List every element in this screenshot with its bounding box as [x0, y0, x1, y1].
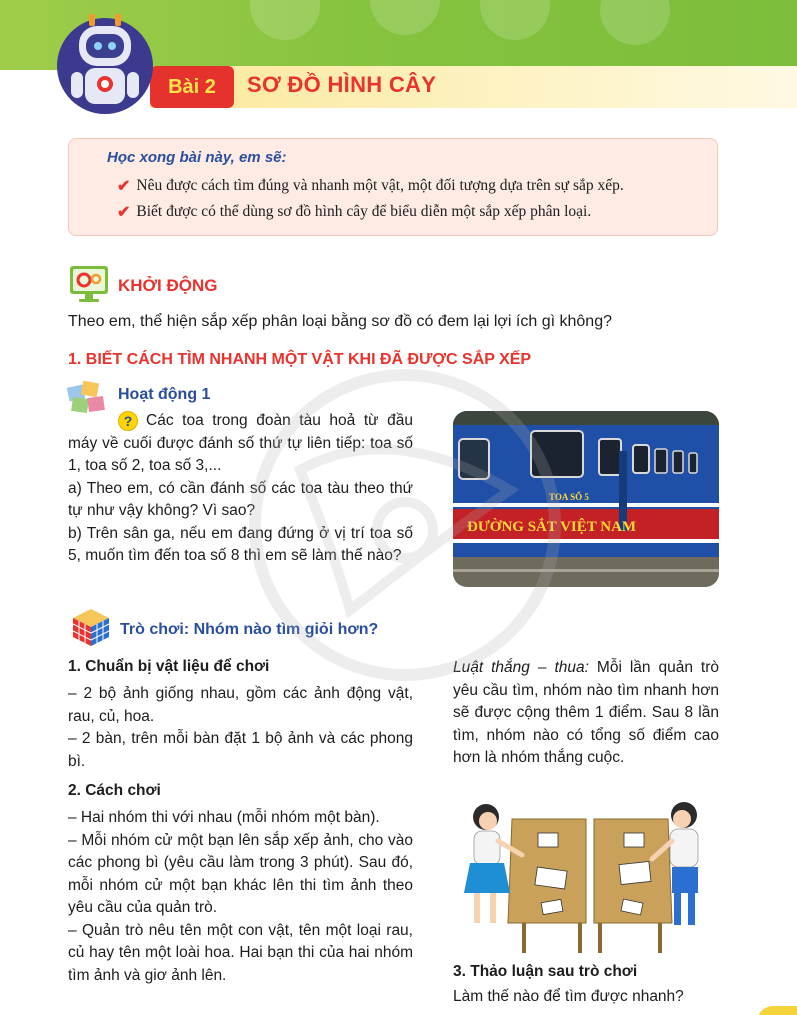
prep-line: – 2 bộ ảnh giống nhau, gồm các ảnh động vật, rau, củ, hoa.: [68, 685, 413, 725]
discuss-heading: 3. Thảo luận sau trò chơi: [453, 963, 638, 980]
question-icon: ?: [118, 411, 138, 431]
activity-1-question-b: b) Trên sân ga, nếu em đang đứng ở vị trí toa số 5, muốn tìm đến toa số 8 thì em sẽ làm thế nào?: [68, 524, 413, 564]
lesson-title: SƠ ĐỒ HÌNH CÂY: [247, 72, 437, 97]
activity-1-title: Hoạt động 1: [118, 386, 211, 403]
lesson-label: Bài 2: [150, 66, 234, 108]
prep-heading: 1. Chuẩn bị vật liệu để chơi: [68, 658, 270, 675]
goal-text: Biết được có thể dùng sơ đồ hình cây để biểu diễn một sắp xếp phân loại.: [136, 203, 592, 220]
kids-game-illustration: [452, 797, 722, 955]
goal-item: [117, 176, 624, 196]
how-text: [68, 807, 413, 987]
train-car-sign: TOA SỐ 5: [549, 492, 589, 502]
how-heading: 2. Cách chơi: [68, 782, 161, 799]
page-corner-tab: [757, 1006, 797, 1015]
activity-1-question-a: a) Theo em, có cần đánh số các toa tàu theo thứ tự như vậy không? Vì sao?: [68, 479, 413, 519]
how-line: – Mỗi nhóm cử một bạn lên sắp xếp ảnh, cho vào các phong bì (yêu cầu làm trong 3 phút). Sau đó, mỗi nhóm cử một bạn khác lên thi tìm ảnh theo yêu cầu của quản trò.: [68, 831, 413, 916]
game-title: Trò chơi: Nhóm nào tìm giỏi hơn?: [120, 621, 379, 638]
goals-heading: Học xong bài này, em sẽ:: [107, 149, 287, 166]
rubik-cube-icon: [70, 606, 112, 648]
section-1-title: 1. BIẾT CÁCH TÌM NHANH MỘT VẬT KHI ĐÃ ĐƯỢC SẮP XẾP: [68, 351, 532, 368]
robot-mascot-icon: [55, 8, 155, 118]
gears-monitor-icon: [69, 265, 109, 303]
win-rule-text: Mỗi lần quản trò yêu cầu tìm, nhóm nào tìm nhanh hơn sẽ được cộng thêm 1 điểm. Sau 8 lần tìm, nhóm nào có tổng số điểm cao hơn là nhóm thắng cuộc.: [453, 659, 720, 766]
checkmark-icon: ✔: [117, 178, 131, 195]
warmup-title: KHỞI ĐỘNG: [118, 276, 218, 295]
prep-line: – 2 bàn, trên mỗi bàn đặt 1 bộ ảnh và các phong bì.: [68, 730, 413, 770]
win-rule: [453, 657, 719, 770]
win-rule-label: Luật thắng – thua:: [453, 659, 589, 676]
warmup-question: Theo em, thể hiện sắp xếp phân loại bằng sơ đồ có đem lại lợi ích gì không?: [68, 313, 612, 330]
train-side-text: ĐƯỜNG SẮT VIỆT NAM: [467, 519, 637, 535]
checkmark-icon: ✔: [117, 204, 131, 221]
train-photo: [453, 411, 719, 587]
discuss-text: Làm thế nào để tìm được nhanh?: [453, 988, 684, 1005]
activity-1-text: [68, 410, 413, 568]
how-line: – Quản trò nêu tên một con vật, tên một loại rau, củ hay tên một loài hoa. Hai bạn thi của hai nhóm tìm ảnh và giơ ảnh lên.: [68, 921, 413, 984]
activity-1-intro: Các toa trong đoàn tàu hoả từ đầu máy về cuối được đánh số thứ tự liên tiếp: toa số 1, toa số 2, toa số 3,...: [68, 412, 413, 474]
goal-item: [117, 202, 591, 222]
how-line: – Hai nhóm thi với nhau (mỗi nhóm một bàn).: [68, 809, 380, 826]
learning-goals-box: [68, 138, 718, 236]
goal-text: Nêu được cách tìm đúng và nhanh một vật, một đối tượng dựa trên sự sắp xếp.: [136, 177, 624, 194]
prep-text: [68, 683, 413, 773]
